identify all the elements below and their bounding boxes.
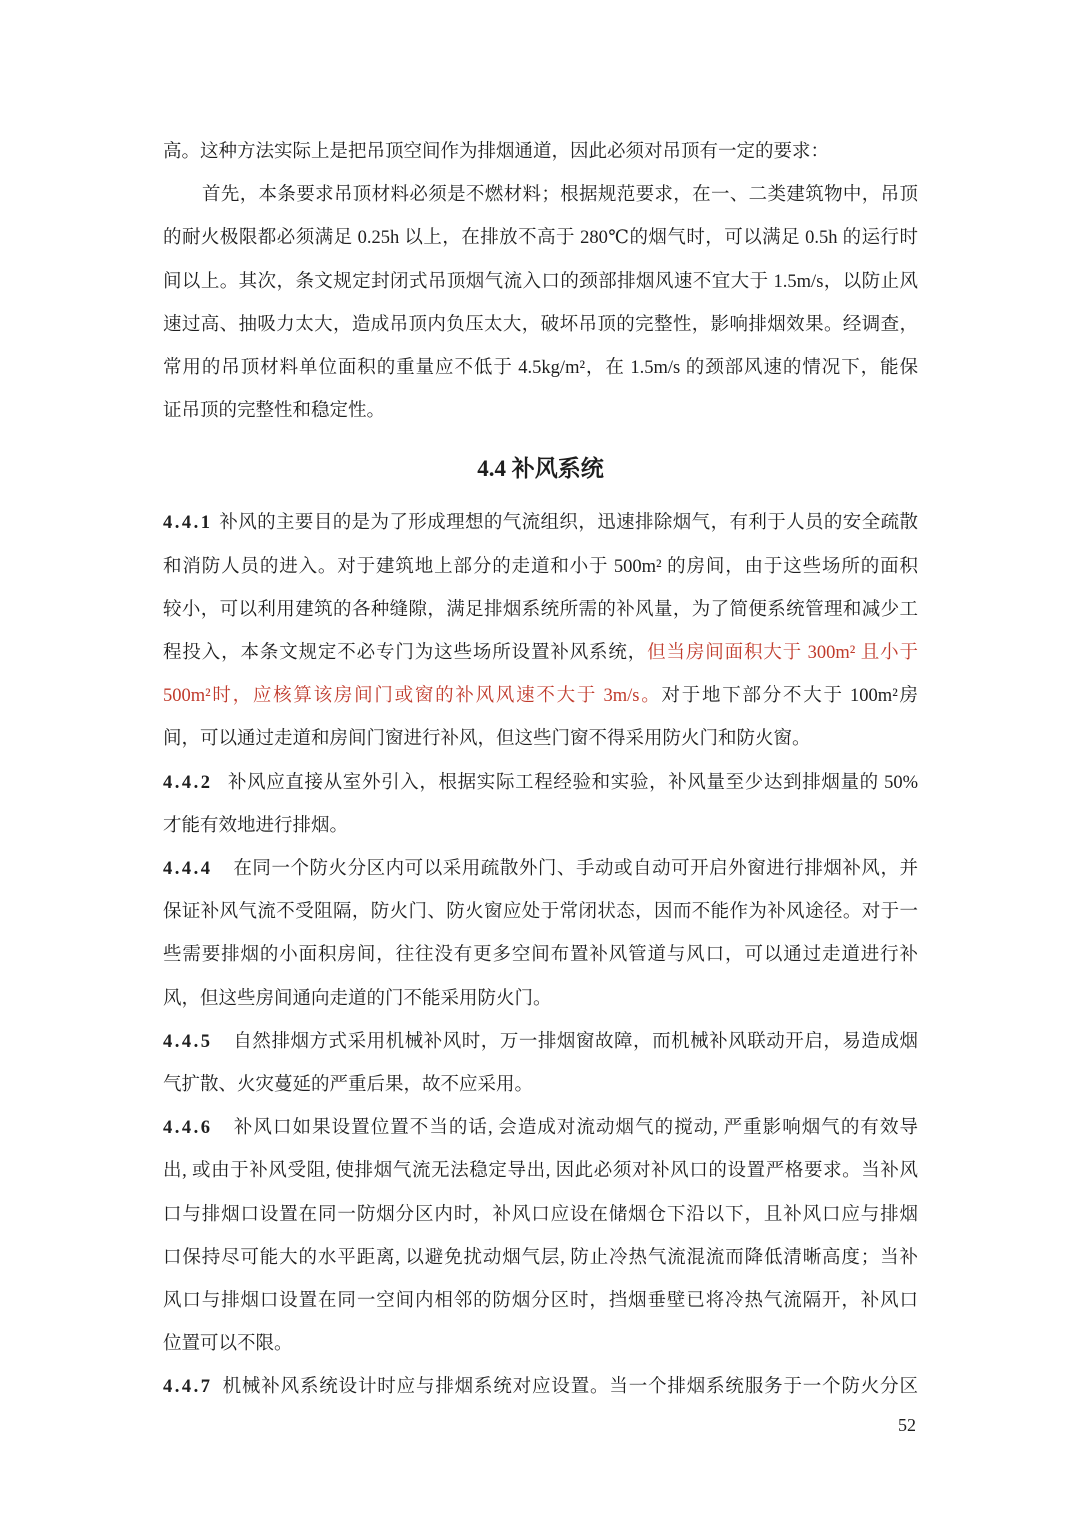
- body-text: 口保持尽可能大的水平距离, 以避免扰动烟气层, 防止冷热气流混流而降低清晰高度；当补: [163, 1247, 918, 1268]
- page-number: 52: [898, 1414, 916, 1435]
- body-text: 在同一个防火分区内可以采用疏散外门、手动或自动可开启外窗进行排烟补风，并: [232, 859, 918, 880]
- text-line: [163, 1107, 918, 1150]
- text-line: [163, 390, 918, 433]
- paragraph: [163, 1107, 918, 1366]
- body-text: 高。这种方法实际上是把吊顶空间作为排烟通道，因此必须对吊顶有一定的要求：: [163, 142, 830, 162]
- text-line: [163, 805, 918, 848]
- text-line: [163, 978, 918, 1021]
- body-text: 程投入，本条文规定不必专门为这些场所设置补风系统，: [163, 643, 648, 664]
- body-text: 常用的吊顶材料单位面积的重量应不低于 4.5kg/m²，在 1.5m/s 的颈部风速的情况下，能保: [163, 358, 918, 379]
- body-text: 些需要排烟的小面积房间，往往没有更多空间布置补风管道与风口，可以通过走道进行补: [163, 945, 918, 966]
- text-line: [163, 934, 918, 977]
- text-line: [163, 632, 918, 675]
- text-line: [163, 848, 918, 891]
- text-line: [163, 174, 918, 217]
- body-text: 补风口如果设置位置不当的话, 会造成对流动烟气的搅动, 严重影响烟气的有效导: [232, 1118, 918, 1139]
- text-line: [163, 217, 918, 260]
- body-text: 才能有效地进行排烟。: [163, 815, 349, 836]
- body-text: 较小，可以利用建筑的各种缝隙，满足排烟系统所需的补风量，为了简便系统管理和减少工: [163, 599, 918, 620]
- text-line: [163, 131, 918, 174]
- text-line: [163, 675, 918, 718]
- section-heading: 4.4 补风系统: [477, 456, 604, 482]
- body-text: 和消防人员的进入。对于建筑地上部分的走道和小于 500m² 的房间，由于这些场所的面积: [163, 556, 918, 577]
- text-line: [163, 502, 918, 545]
- paragraph-number: 4.4.4: [163, 859, 213, 880]
- text-line: [163, 261, 918, 304]
- paragraph: [163, 848, 918, 1021]
- red-highlight-text: 500m²时，应核算该房间门或窗的补风风速不大于 3m/s。: [163, 686, 662, 707]
- paragraph-number: 4.4.2: [163, 772, 213, 793]
- text-line: [163, 1237, 918, 1280]
- body-text: 保证补风气流不受阻隔，防火门、防火窗应处于常闭状态，因而不能作为补风途径。对于一: [163, 902, 918, 923]
- body-text: 自然排烟方式采用机械补风时，万一排烟窗故障，而机械补风联动开启，易造成烟: [232, 1031, 918, 1052]
- paragraph: [163, 1021, 918, 1107]
- body-text: 风口与排烟口设置在同一空间内相邻的防烟分区时，挡烟垂壁已将冷热气流隔开，补风口: [163, 1291, 918, 1312]
- text-line: [163, 1150, 918, 1193]
- section-paragraphs: [163, 502, 918, 1409]
- body-text: 速过高、抽吸力太大，造成吊顶内负压太大，破坏吊顶的完整性，影响排烟效果。经调查，: [163, 314, 918, 335]
- body-text: 证吊顶的完整性和稳定性。: [163, 401, 386, 422]
- body-text: 对于地下部分不大于 100m²房: [661, 686, 918, 707]
- body-text: 补风的主要目的是为了形成理想的气流组织，迅速排除烟气，有利于人员的安全疏散: [218, 513, 918, 534]
- paragraph-number: 4.4.1: [163, 513, 213, 534]
- paragraph-number: 4.4.7: [163, 1377, 213, 1398]
- body-text: 位置可以不限。: [163, 1334, 293, 1355]
- text-line: [163, 1323, 918, 1366]
- paragraph: [163, 174, 918, 433]
- body-text: 补风应直接从室外引入，根据实际工程经验和实验，补风量至少达到排烟量的 50%: [227, 772, 918, 793]
- text-line: [163, 1064, 918, 1107]
- body-text: 首先，本条要求吊顶材料必须是不燃材料；根据规范要求，在一、二类建筑物中，吊顶: [202, 185, 918, 206]
- paragraph: [163, 502, 918, 761]
- paragraph: [163, 762, 918, 848]
- text-line: [163, 718, 918, 761]
- intro-paragraphs: [163, 131, 918, 433]
- body-text: 间，可以通过走道和房间门窗进行补风，但这些门窗不得采用防火门和防火窗。: [163, 729, 811, 750]
- text-line: [163, 1194, 918, 1237]
- text-line: [163, 347, 918, 390]
- paragraph: [163, 1366, 918, 1409]
- body-text: 气扩散、火灾蔓延的严重后果，故不应采用。: [163, 1075, 534, 1096]
- body-text: 出, 或由于补风受阻, 使排烟气流无法稳定导出, 因此必须对补风口的设置严格要求。当补风: [163, 1161, 918, 1182]
- text-line: [163, 762, 918, 805]
- paragraph: [163, 131, 918, 174]
- text-line: [163, 304, 918, 347]
- body-text: 口与排烟口设置在同一防烟分区内时，补风口应设在储烟仓下沿以下，且补风口应与排烟: [163, 1204, 918, 1225]
- text-line: [163, 589, 918, 632]
- text-line: [163, 546, 918, 589]
- body-text: 的耐火极限都必须满足 0.25h 以上，在排放不高于 280℃的烟气时，可以满足 0.5h 的运行时: [163, 228, 918, 249]
- red-highlight-text: 但当房间面积大于 300m² 且小于: [647, 643, 918, 664]
- body-text: 机械补风系统设计时应与排烟系统对应设置。当一个排烟系统服务于一个防火分区: [221, 1377, 918, 1398]
- text-line: [163, 891, 918, 934]
- body-text: 风，但这些房间通向走道的门不能采用防火门。: [163, 988, 552, 1009]
- paragraph-number: 4.4.6: [163, 1118, 213, 1139]
- paragraph-number: 4.4.5: [163, 1031, 213, 1052]
- body-text: 间以上。其次，条文规定封闭式吊顶烟气流入口的颈部排烟风速不宜大于 1.5m/s，以防止风: [163, 271, 918, 292]
- text-line: [163, 1021, 918, 1064]
- text-line: [163, 1366, 918, 1409]
- text-line: [163, 1280, 918, 1323]
